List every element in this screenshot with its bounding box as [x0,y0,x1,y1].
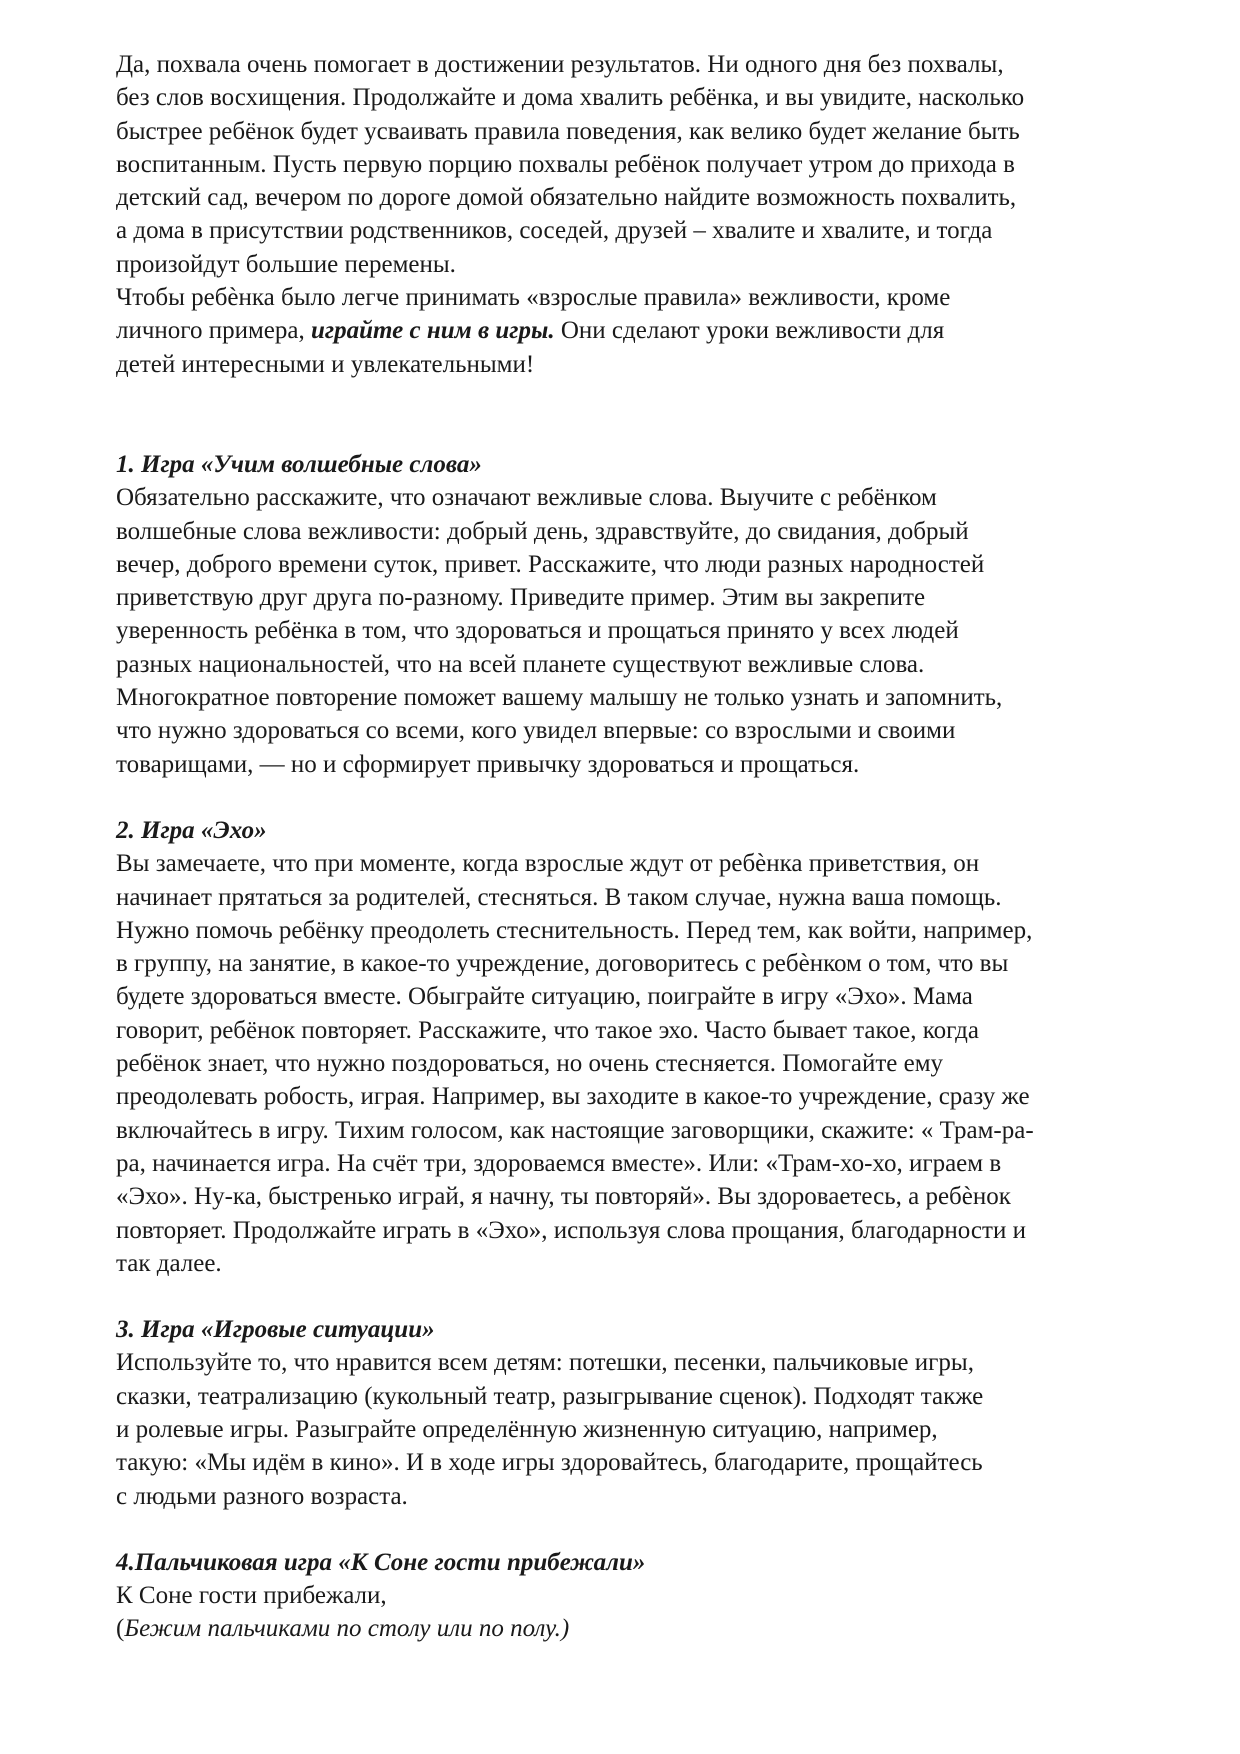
section-1-line-9: товарищами, — но и сформирует привычку здороваться и прощаться. [116,750,860,778]
section-3-line-5: с людьми разного возраста. [116,1482,408,1510]
intro-emphasis: играйте с ним в игры. [310,317,555,345]
document-page [116,48,1206,1646]
section-4-instruction: Бежим пальчиками по столу или по полу.) [124,1615,570,1643]
spacer [116,781,1206,814]
section-2 [116,814,1206,1280]
intro-line-2: без слов восхищения. Продолжайте и дома хвалить ребёнка, и вы увидите, насколько [116,84,1025,112]
section-4-line-1: К Соне гости прибежали, [116,1582,387,1610]
section-4 [116,1546,1206,1646]
section-2-line-7: ребёнок знает, что нужно поздороваться, но очень стесняется. Помогайте ему [116,1050,944,1078]
section-3-line-2: сказки, театрализацию (кукольный театр, разыгрывание сценок). Подходят также [116,1382,984,1410]
section-2-line-6: говорит, ребёнок повторяет. Расскажите, что такое эхо. Часто бывает такое, когда [116,1016,979,1044]
section-1-heading: 1. Игра «Учим волшебные слова» [116,450,482,478]
section-3 [116,1313,1206,1513]
spacer [116,1280,1206,1313]
section-1-line-4: приветствую друг друга по-разному. Приведите пример. Этим вы закрепите [116,584,926,612]
intro-line-9-end: Они сделают уроки вежливости для [554,317,945,345]
intro-line-10: детей интересными и увлекательными! [116,350,535,378]
section-2-line-1: Вы замечаете, что при моменте, когда взрослые ждут от ребѐнка приветствия, он [116,850,980,878]
intro-line-5: детский сад, вечером по дороге домой обязательно найдите возможность похвалить, [116,184,1017,212]
section-1-line-5: уверенность ребёнка в том, что здороваться и прощаться принято у всех людей [116,617,959,645]
section-2-line-8: преодолевать робость, играя. Например, вы заходите в какое-то учреждение, сразу же [116,1083,1030,1111]
section-2-line-9: включайтесь в игру. Тихим голосом, как настоящие заговорщики, скажите: « Трам-ра- [116,1116,1034,1144]
section-2-line-4: в группу, на занятие, в какое-то учреждение, договоритесь с ребѐнком о том, что вы [116,950,1009,978]
intro-paragraph [116,48,1206,381]
section-1-line-1: Обязательно расскажите, что означают вежливые слова. Выучите с ребёнком [116,484,937,512]
intro-line-1: Да, похвала очень помогает в достижении результатов. Ни одного дня без похвалы, [116,51,1004,78]
section-4-heading: 4.Пальчиковая игра «К Соне гости прибежали» [116,1548,646,1576]
section-2-heading: 2. Игра «Эхо» [116,816,267,844]
section-2-line-10: ра, начинается игра. На счёт три, здороваемся вместе». Или: «Трам-хо-хо, играем в [116,1149,1002,1177]
section-3-heading: 3. Игра «Игровые ситуации» [116,1316,435,1344]
spacer [116,381,1206,448]
section-1 [116,448,1206,781]
section-2-line-12: повторяет. Продолжайте играть в «Эхо», используя слова прощания, благодарности и [116,1216,1026,1244]
section-3-line-3: и ролевые игры. Разыграйте определённую жизненную ситуацию, например, [116,1415,938,1443]
section-4-paren: ( [116,1615,125,1643]
section-1-line-3: вечер, доброго времени суток, привет. Расскажите, что люди разных народностей [116,550,985,578]
section-1-line-7: Многократное повторение поможет вашему малышу не только узнать и запомнить, [116,684,1003,712]
section-1-line-8: что нужно здороваться со всеми, кого увидел впервые: со взрослыми и своими [116,717,956,745]
section-1-line-6: разных национальностей, что на всей планете существуют вежливые слова. [116,650,925,678]
section-3-line-1: Используйте то, что нравится всем детям: потешки, песенки, пальчиковые игры, [116,1349,974,1377]
intro-line-7: произойдут большие перемены. [116,250,456,278]
intro-line-9 [116,314,1206,347]
intro-line-9-start: личного примера, [116,317,311,345]
intro-line-4: воспитанным. Пусть первую порцию похвалы ребёнок получает утром до прихода в [116,150,1015,178]
section-2-line-5: будете здороваться вместе. Обыграйте ситуацию, поиграйте в игру «Эхо». Мама [116,983,973,1011]
spacer [116,1513,1206,1546]
section-2-line-2: начинает прятаться за родителей, стесняться. В таком случае, нужна ваша помощь. [116,883,1002,911]
section-2-line-13: так далее. [116,1249,222,1277]
section-4-line-2 [116,1612,1206,1645]
section-3-line-4: такую: «Мы идём в кино». И в ходе игры здоровайтесь, благодарите, прощайтесь [116,1449,983,1477]
section-2-line-3: Нужно помочь ребёнку преодолеть стеснительность. Перед тем, как войти, например, [116,916,1033,944]
intro-line-8: Чтобы ребѐнка было легче принимать «взрослые правила» вежливости, кроме [116,284,951,312]
intro-line-6: а дома в присутствии родственников, соседей, друзей – хвалите и хвалите, и тогда [116,217,993,245]
section-1-line-2: волшебные слова вежливости: добрый день, здравствуйте, до свидания, добрый [116,517,969,545]
intro-line-3: быстрее ребёнок будет усваивать правила поведения, как велико будет желание быть [116,117,1020,145]
section-2-line-11: «Эхо». Ну-ка, быстренько играй, я начну, ты повторяй». Вы здороваетесь, а ребѐнок [116,1183,1011,1211]
